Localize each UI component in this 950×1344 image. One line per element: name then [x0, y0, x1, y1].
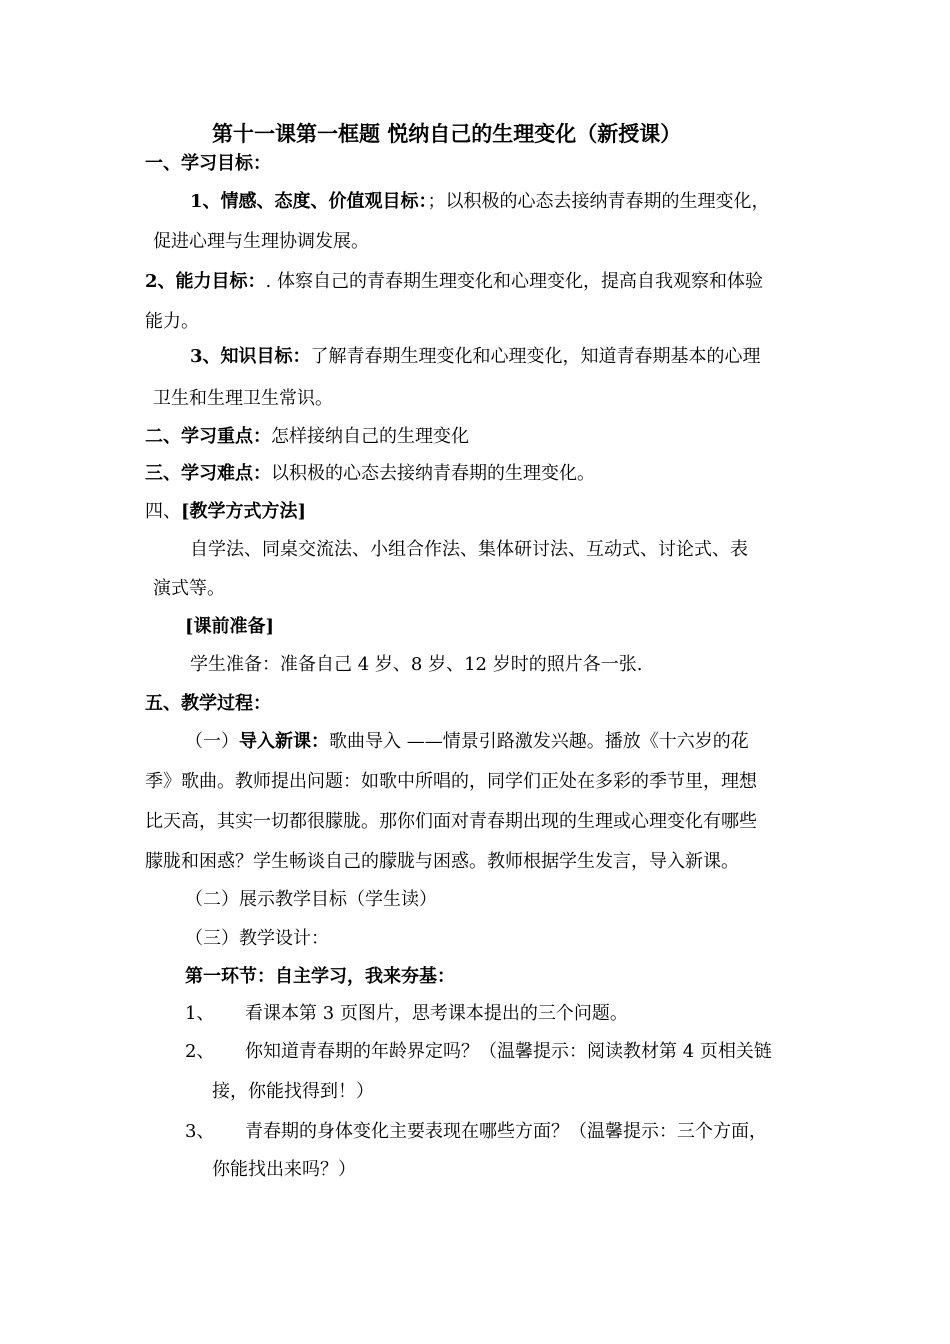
question-2-text-1: 你知道青春期的年龄界定吗？（温馨提示：阅读教材第 4 页相关链: [245, 1041, 772, 1062]
question-1-text: 看课本第 3 页图片，思考课本提出的三个问题。: [245, 1003, 628, 1024]
section-5-heading: 五、教学过程：: [145, 693, 271, 714]
goal-1-text-1: ；以积极的心态去接纳青春期的生理变化，: [427, 191, 770, 212]
goal-1-text-2: 促进心理与生理协调发展。: [153, 231, 369, 252]
section-4-text-1: 自学法、同桌交流法、小组合作法、集体研讨法、互动式、讨论式、表: [190, 539, 748, 560]
goal-3-text-1: 了解青春期生理变化和心理变化，知道青春期基本的心理: [310, 346, 761, 367]
section-4-heading: [145, 500, 306, 524]
goal-3-line-1: [190, 345, 761, 369]
goal-2-line-1: [145, 270, 763, 294]
section-3-label: 三、学习难点：: [145, 463, 271, 484]
section-3: [145, 462, 595, 486]
section-2: [145, 425, 469, 449]
intro-line-1: [185, 730, 749, 754]
goal-2-text-1: . 体察自己的青春期生理变化和心理变化，提高自我观察和体验: [265, 271, 763, 292]
question-2: [185, 1040, 772, 1064]
part-2-text: （二）展示教学目标（学生读）: [185, 889, 437, 910]
question-1: [185, 1002, 628, 1026]
question-3-text-2: 你能找出来吗？）: [212, 1159, 356, 1180]
prep-label: [课前准备]: [185, 616, 275, 637]
goal-1-label: 1、情感、态度、价值观目标：: [190, 191, 428, 212]
intro-text-4: 朦胧和困惑？学生畅谈自己的朦胧与困惑。教师根据学生发言，导入新课。: [145, 851, 739, 872]
stage-1-heading: 第一环节：自主学习，我来夯基：: [185, 966, 455, 987]
intro-text-1: 歌曲导入 ——情景引路激发兴趣。播放《十六岁的花: [329, 731, 749, 752]
intro-text-2: 季》歌曲。教师提出问题：如歌中所唱的，同学们正处在多彩的季节里，理想: [145, 771, 757, 792]
question-2-number: 2、: [185, 1041, 215, 1062]
question-3-text-1: 青春期的身体变化主要表现在哪些方面？（温馨提示：三个方面，: [245, 1121, 767, 1142]
question-3-number: 3、: [185, 1121, 215, 1142]
section-4-label: [教学方式方法]: [181, 501, 307, 522]
part-3-text: （三）教学设计：: [185, 928, 329, 949]
section-4-prefix: 四、: [145, 501, 181, 522]
intro-label: 导入新课：: [239, 731, 329, 752]
question-3: [185, 1120, 767, 1144]
intro-text-3: 比天高，其实一切都很朦胧。那你们面对青春期出现的生理或心理变化有哪些: [145, 811, 757, 832]
page-title: 第十一课第一框题 悦纳自己的生理变化（新授课）: [212, 121, 682, 146]
section-1-heading: 一、学习目标：: [145, 153, 271, 174]
question-1-number: 1、: [185, 1003, 215, 1024]
section-3-text: 以积极的心态去接纳青春期的生理变化。: [271, 463, 595, 484]
question-2-text-2: 接，你能找得到！）: [212, 1081, 374, 1102]
section-4-text-2: 演式等。: [153, 578, 225, 599]
goal-3-label: 3、知识目标：: [190, 346, 311, 367]
section-2-label: 二、学习重点：: [145, 426, 271, 447]
intro-prefix: （一）: [185, 731, 239, 752]
goal-3-text-2: 卫生和生理卫生常识。: [153, 388, 333, 409]
section-2-text: 怎样接纳自己的生理变化: [271, 426, 469, 447]
goal-2-label: 2、能力目标：: [145, 271, 266, 292]
goal-2-text-2: 能力。: [145, 311, 199, 332]
prep-text: 学生准备：准备自己 4 岁、8 岁、12 岁时的照片各一张.: [190, 654, 643, 675]
goal-1-line-1: [190, 190, 770, 214]
